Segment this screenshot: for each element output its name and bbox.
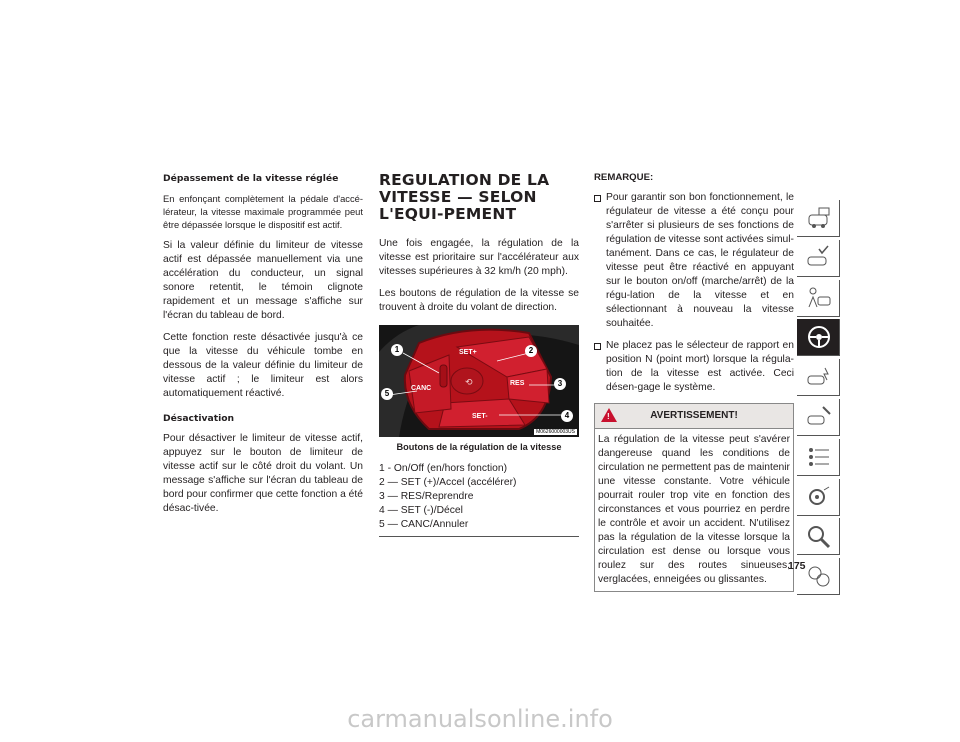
left-column <box>163 160 363 524</box>
paragraph: Une fois engagée, la régulation de la vitesse est prioritaire sur l'accélérateur aux vitesses supérieures à 32 km/h (20 mph). <box>379 238 579 277</box>
middle-column <box>379 160 579 537</box>
legend-item: 1 - On/Off (en/hors fonction) <box>379 463 508 474</box>
tab-service[interactable] <box>797 399 840 436</box>
legend-item: 3 — RES/Reprendre <box>379 491 474 502</box>
multilingual-icon <box>805 563 833 589</box>
set-minus-label: SET- <box>472 413 488 420</box>
legend-item: 2 — SET (+)/Accel (accélérer) <box>379 477 517 488</box>
warning-header <box>595 404 793 429</box>
figure-caption: Boutons de la régulation de la vitesse <box>396 442 562 452</box>
heading-exceed-speed: Dépassement de la vitesse réglée <box>163 173 339 184</box>
paragraph: Si la valeur définie du limiteur de vitesse actif est dépassée manuellement via une accélération du conducteur, un signal sonore retentit, le témoin clignote rapidement et un message s'affiche sur l'écran du tableau de bord. <box>163 240 363 321</box>
paragraph: Les boutons de régulation de la vitesse se trouvent à droite du volant de direction. <box>379 288 579 313</box>
gear-specs-icon <box>805 484 833 510</box>
callout-2: 2 <box>525 345 537 357</box>
car-check-icon <box>805 245 833 271</box>
checkbox-bullet-icon <box>594 195 601 202</box>
note-bullet <box>594 339 794 395</box>
callout-3: 3 <box>554 378 566 390</box>
tab-check[interactable] <box>797 240 840 277</box>
warning-box <box>594 403 794 592</box>
callout-1: 1 <box>391 344 403 356</box>
tab-index[interactable] <box>797 518 840 555</box>
tab-dashboard[interactable] <box>797 200 840 237</box>
res-label: RES <box>510 380 525 387</box>
tab-safety[interactable] <box>797 280 840 317</box>
figure-code: M0626000003US <box>536 429 575 435</box>
steering-wheel-buttons-illustration <box>379 325 579 437</box>
tab-specs[interactable] <box>797 479 840 516</box>
note-title: REMARQUE: <box>594 172 654 183</box>
canc-label: CANC <box>411 385 432 392</box>
tab-maintenance[interactable] <box>797 439 840 476</box>
checkbox-bullet-icon <box>594 343 601 350</box>
callout-5: 5 <box>381 388 393 400</box>
bullet-text: Pour garantir son bon fonctionnement, le régulateur de vitesse a été conçu pour s'arrêter si plusieurs de ses fonctions de régulation de vitesse sont activées simul-tanément. Dans ce cas, le régulateur de vitesse peut être réactivé en appuyant sur le bouton on/off (marche/arrêt) de la régu-lation de la vitesse et en sélectionnant à nouveau la vitesse souhaitée. <box>606 192 794 329</box>
page-number: 175 <box>788 560 806 572</box>
cruise-control-buttons-figure <box>379 325 579 437</box>
set-plus-label: SET+ <box>459 349 477 356</box>
steering-wheel-icon <box>805 324 833 350</box>
warning-title: AVERTISSEMENT! <box>650 410 738 421</box>
paragraph: Pour désactiver le limiteur de vitesse actif, appuyez sur le bouton de limiteur de vitesse actif sur le côté droit du volant. Un message s'affiche sur l'écran du tableau de bord pour confirmer que cette fonction a été désac-tivée. <box>163 433 363 514</box>
car-dashboard-icon <box>805 205 833 231</box>
section-title: REGULATION DE LA VITESSE — SELON L'EQUI-PEMENT <box>379 171 550 223</box>
tab-driving[interactable] <box>797 319 840 356</box>
car-crash-icon <box>805 364 833 390</box>
chapter-tabs <box>797 200 840 598</box>
warning-text: La régulation de la vitesse peut s'avérer dangereuse quand les conditions de circulation ne permettent pas de maintenir une vitesse constante. Votre véhicule pourrait rouler trop vite en fonction des circonstances et vous pourriez en perdre le contrôle et avoir un accident. N'utilisez pas la régulation de la vitesse lorsque la circulation est dense ou lorsque vous roulez sur des routes sinueuses, verglacées, enneigées ou glissantes. <box>598 434 790 585</box>
legend-item: 4 — SET (-)/Décel <box>379 505 463 516</box>
watermark-footer: carmanualsonline.info <box>347 705 613 733</box>
exclamation-icon: ! <box>607 412 610 421</box>
right-column <box>594 160 794 592</box>
paragraph: Cette fonction reste désactivée jusqu'à ce que la vitesse du véhicule tombe en dessous de la valeur définie du limiteur de vitesse actif ; le limiteur est alors automatiquement réactivé. <box>163 332 363 399</box>
note-bullet <box>594 191 794 331</box>
legend-divider <box>379 536 579 537</box>
tab-emergency[interactable] <box>797 359 840 396</box>
car-service-icon <box>805 404 833 430</box>
car-person-icon <box>805 285 833 311</box>
legend-item: 5 — CANC/Annuler <box>379 519 469 530</box>
magnifier-icon <box>805 523 833 549</box>
bullet-text: Ne placez pas le sélecteur de rapport en position N (point mort) lorsque la régula-tion de la vitesse est activée. Ceci désen-gage le système. <box>606 340 794 393</box>
maintenance-list-icon <box>805 444 833 470</box>
paragraph: En enfonçant complètement la pédale d'accé-lérateur, la vitesse maximale programmée peut être dépassée lorsque le dispositif est actif. <box>163 193 363 230</box>
heading-deactivation: Désactivation <box>163 413 235 424</box>
speedometer-icon: ⟲ <box>465 378 473 388</box>
callout-4: 4 <box>561 410 573 422</box>
